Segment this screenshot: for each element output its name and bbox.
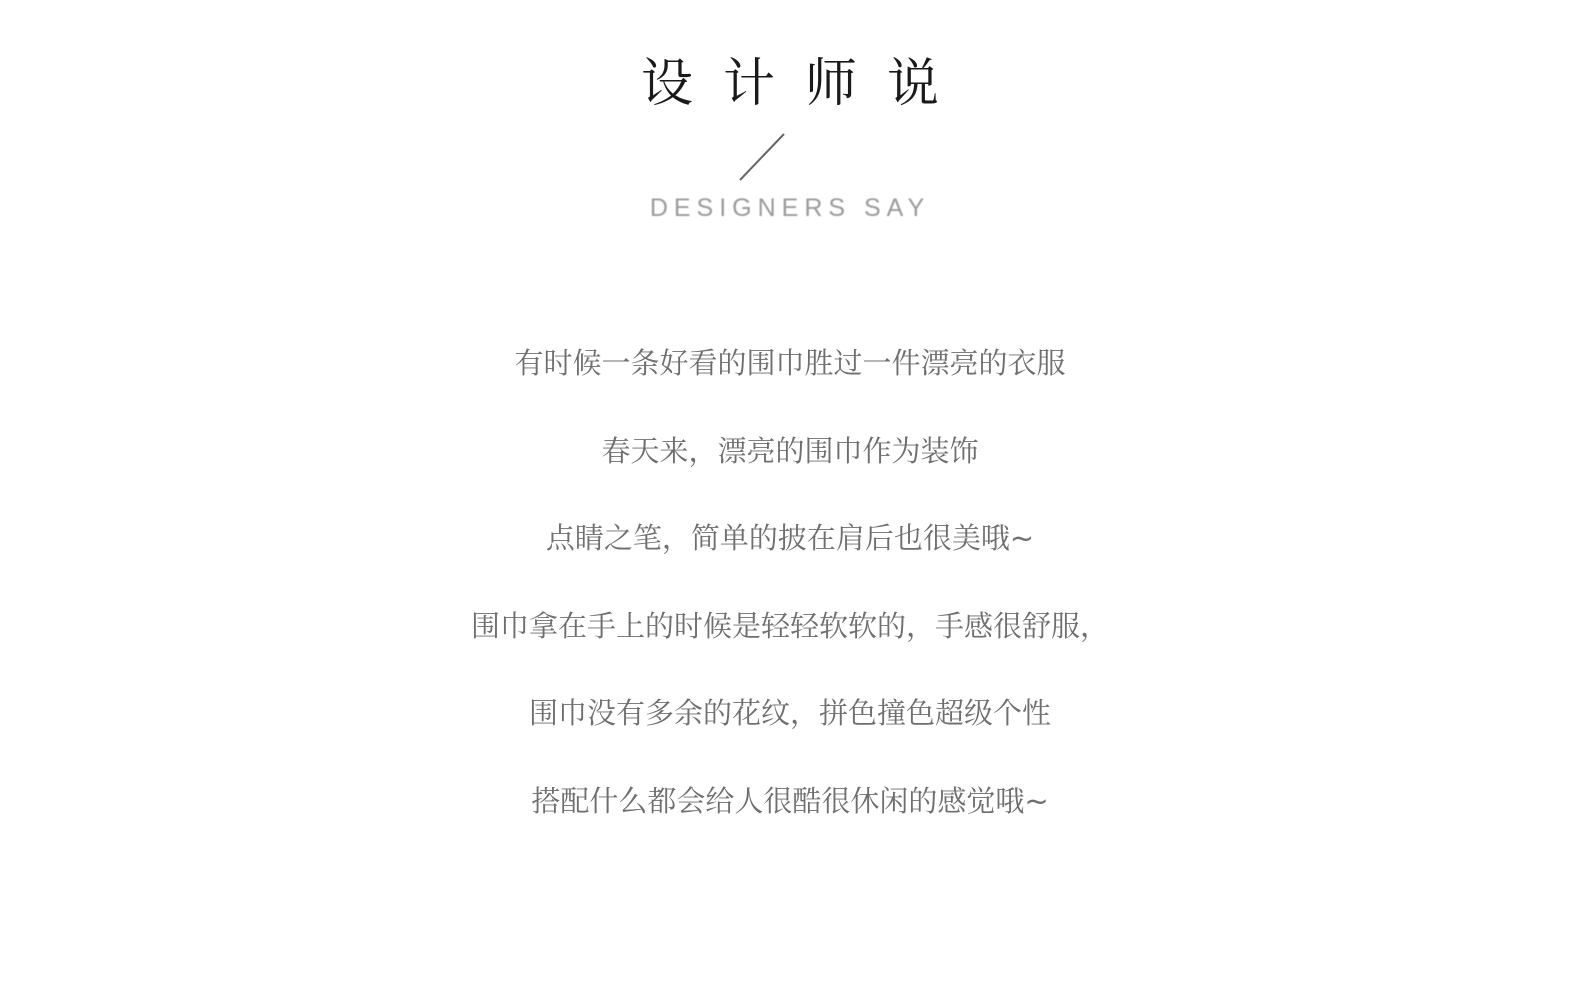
description-line: 搭配什么都会给人很酷很休闲的感觉哦~ — [531, 783, 1049, 818]
description-line: 有时候一条好看的围巾胜过一件漂亮的衣服 — [514, 346, 1066, 380]
section-subtitle: DESIGNERS SAY — [649, 194, 931, 222]
description-line: 点睛之笔，简单的披在肩后也很美哦~ — [545, 521, 1035, 555]
section-title: 设计师说 — [640, 54, 969, 114]
description-line: 围巾没有多余的花纹，拼色撞色超级个性 — [528, 696, 1051, 730]
description-line: 春天来，漂亮的围巾作为装饰 — [601, 433, 979, 468]
designer-description — [0, 336, 1580, 861]
slash-divider-icon — [738, 132, 786, 182]
section-heading — [0, 52, 1580, 116]
description-line: 围巾拿在手上的时候是轻轻软软的，手感很舒服， — [470, 608, 1109, 643]
